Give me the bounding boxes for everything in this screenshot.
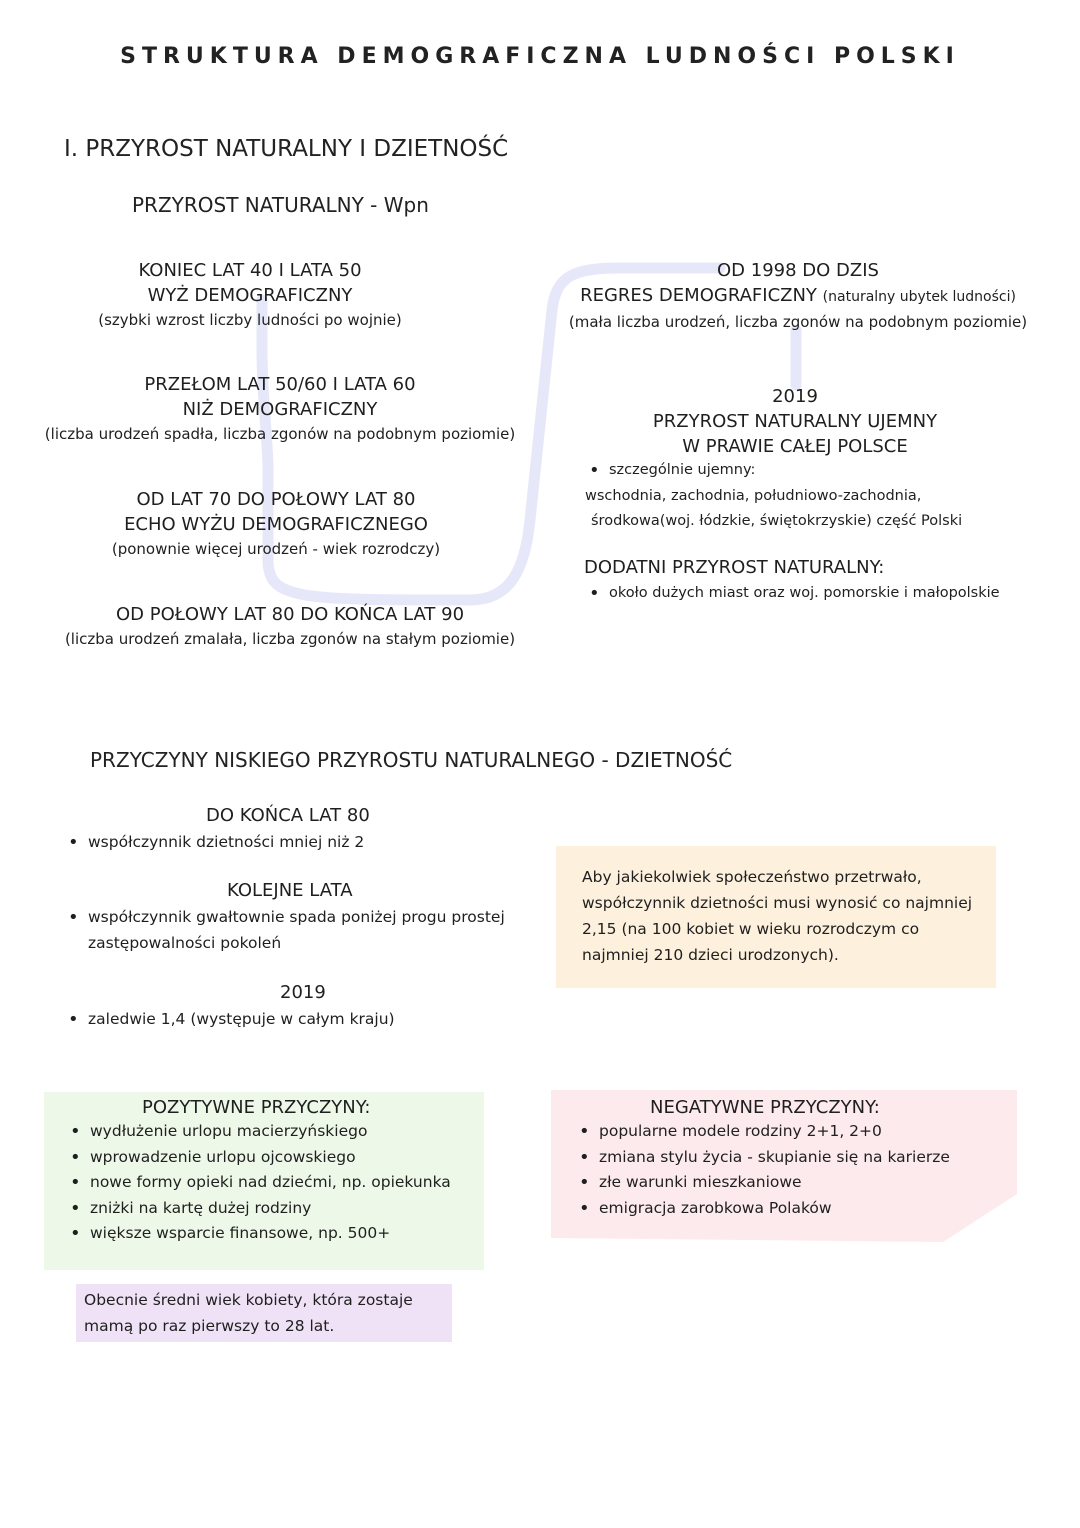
block3-bullet: • zaledwie 1,4 (występuje w całym kraju) — [64, 1007, 544, 1033]
period-note: (szybki wzrost liczby ludności po wojnie) — [98, 311, 402, 329]
regions-line2: środkowa(woj. łódzkie, świętokrzyskie) część Polski — [591, 512, 963, 529]
period-title: OD LAT 70 DO POŁOWY LAT 80 — [136, 489, 416, 510]
block2-title: KOLEJNE LATA — [227, 880, 353, 901]
page-title: STRUKTURA DEMOGRAFICZNA LUDNOŚCI POLSKI — [120, 44, 960, 69]
mother-age-box — [76, 1284, 452, 1342]
block1-bullet: • współczynnik dzietności mniej niż 2 — [64, 830, 544, 856]
positive-causes-heading: POZYTYWNE PRZYCZYNY: — [142, 1097, 371, 1118]
section1-heading: I. PRZYROST NATURALNY I DZIETNOŚĆ — [64, 136, 509, 162]
period-note: (mała liczba urodzeń, liczba zgonów na podobnym poziomie) — [568, 313, 1028, 331]
info-box-text — [582, 864, 972, 968]
positive-cause-item: • nowe formy opieki nad dziećmi, np. opiekunka — [66, 1170, 486, 1196]
mother-age-line-1: Obecnie średni wiek kobiety, która zostaje — [84, 1291, 413, 1309]
block2-bullet — [64, 905, 544, 956]
regions-line1: wschodnia, zachodnia, południowo-zachodnia, — [585, 487, 922, 504]
bullet-positive-growth: • około dużych miast oraz woj. pomorskie i małopolskie — [585, 581, 1055, 607]
period-label: NIŻ DEMOGRAFICZNY — [182, 399, 378, 420]
block3-title: 2019 — [280, 982, 326, 1003]
positive-cause-item: • zniżki na kartę dużej rodziny — [66, 1196, 486, 1222]
info-line-1: Aby jakiekolwiek społeczeństwo przetrwało, — [582, 868, 922, 886]
block2-list — [64, 905, 544, 956]
block2-bullet-line2: zastępowalności pokoleń — [88, 933, 282, 952]
period-label-row — [556, 283, 1040, 310]
period-note: (ponownie więcej urodzeń - wiek rozrodczy) — [111, 540, 441, 558]
block1-title: DO KOŃCA LAT 80 — [206, 805, 370, 826]
mother-age-line-2: mamą po raz pierwszy to 28 lat. — [84, 1317, 335, 1335]
period-1 — [50, 258, 450, 333]
period-3 — [66, 487, 486, 562]
period-label: WYŻ DEMOGRAFICZNY — [147, 285, 353, 306]
year-2019: 2019 — [772, 386, 818, 407]
period-2 — [30, 372, 530, 447]
negative-cause-item: • emigracja zarobkowa Polaków — [575, 1196, 1005, 1222]
period-note: (liczba urodzeń spadła, liczba zgonów na podobnym poziomie) — [44, 425, 516, 443]
year-2019-line2: W PRAWIE CAŁEJ POLSCE — [682, 436, 908, 457]
positive-cause-item: • wprowadzenie urlopu ojcowskiego — [66, 1145, 486, 1171]
negative-causes-list — [575, 1119, 1005, 1221]
section2-heading: PRZYCZYNY NISKIEGO PRZYROSTU NATURALNEGO - DZIETNOŚĆ — [90, 748, 733, 772]
info-line-3: 2,15 (na 100 kobiet w wieku rozrodczym co — [582, 920, 920, 938]
info-line-2: współczynnik dzietności musi wynosić co najmniej — [582, 894, 973, 912]
period-title: OD POŁOWY LAT 80 DO KOŃCA LAT 90 — [115, 604, 465, 625]
negative-regions — [585, 458, 1045, 534]
period-label-note: (naturalny ubytek ludności) — [822, 289, 1016, 305]
block1-list — [64, 830, 544, 856]
period-label: REGRES DEMOGRAFICZNY — [580, 285, 817, 306]
negative-cause-item: • złe warunki mieszkaniowe — [575, 1170, 1005, 1196]
year-2019-line1: PRZYROST NATURALNY UJEMNY — [652, 411, 938, 432]
period-title: PRZEŁOM LAT 50/60 I LATA 60 — [144, 374, 416, 395]
block2-bullet-line1: współczynnik gwałtownie spada poniżej progu prostej — [88, 908, 505, 926]
negative-causes-heading: NEGATYWNE PRZYCZYNY: — [650, 1097, 880, 1118]
negative-causes-box — [551, 1090, 1017, 1242]
period-label: ECHO WYŻU DEMOGRAFICZNEGO — [124, 514, 428, 535]
positive-causes-box — [44, 1092, 484, 1270]
positive-cause-item: • wydłużenie urlopu macierzyńskiego — [66, 1119, 486, 1145]
positive-growth-heading: DODATNI PRZYROST NATURALNY: — [584, 557, 885, 578]
section1-subheading: PRZYROST NATURALNY - Wpn — [132, 193, 429, 217]
positive-cause-item: • większe wsparcie finansowe, np. 500+ — [66, 1221, 486, 1247]
info-line-4: najmniej 210 dzieci urodzonych). — [582, 946, 839, 964]
period-title: OD 1998 DO DZIS — [717, 260, 879, 281]
negative-cause-item: • popularne modele rodziny 2+1, 2+0 — [575, 1119, 1005, 1145]
positive-growth-list — [585, 581, 1055, 607]
mother-age-text — [84, 1287, 413, 1339]
block3-list — [64, 1007, 544, 1033]
info-box — [556, 846, 996, 988]
period-note: (liczba urodzeń zmalała, liczba zgonów na stałym poziomie) — [64, 630, 516, 648]
year-2019-block — [600, 384, 990, 459]
positive-causes-list — [66, 1119, 486, 1247]
negative-cause-item: • zmiana stylu życia - skupianie się na karierze — [575, 1145, 1005, 1171]
period-title: KONIEC LAT 40 I LATA 50 — [138, 260, 362, 281]
period-5 — [556, 258, 1040, 335]
bullet-negative-regions: • szczególnie ujemny: — [585, 458, 1045, 484]
period-4 — [40, 602, 540, 652]
